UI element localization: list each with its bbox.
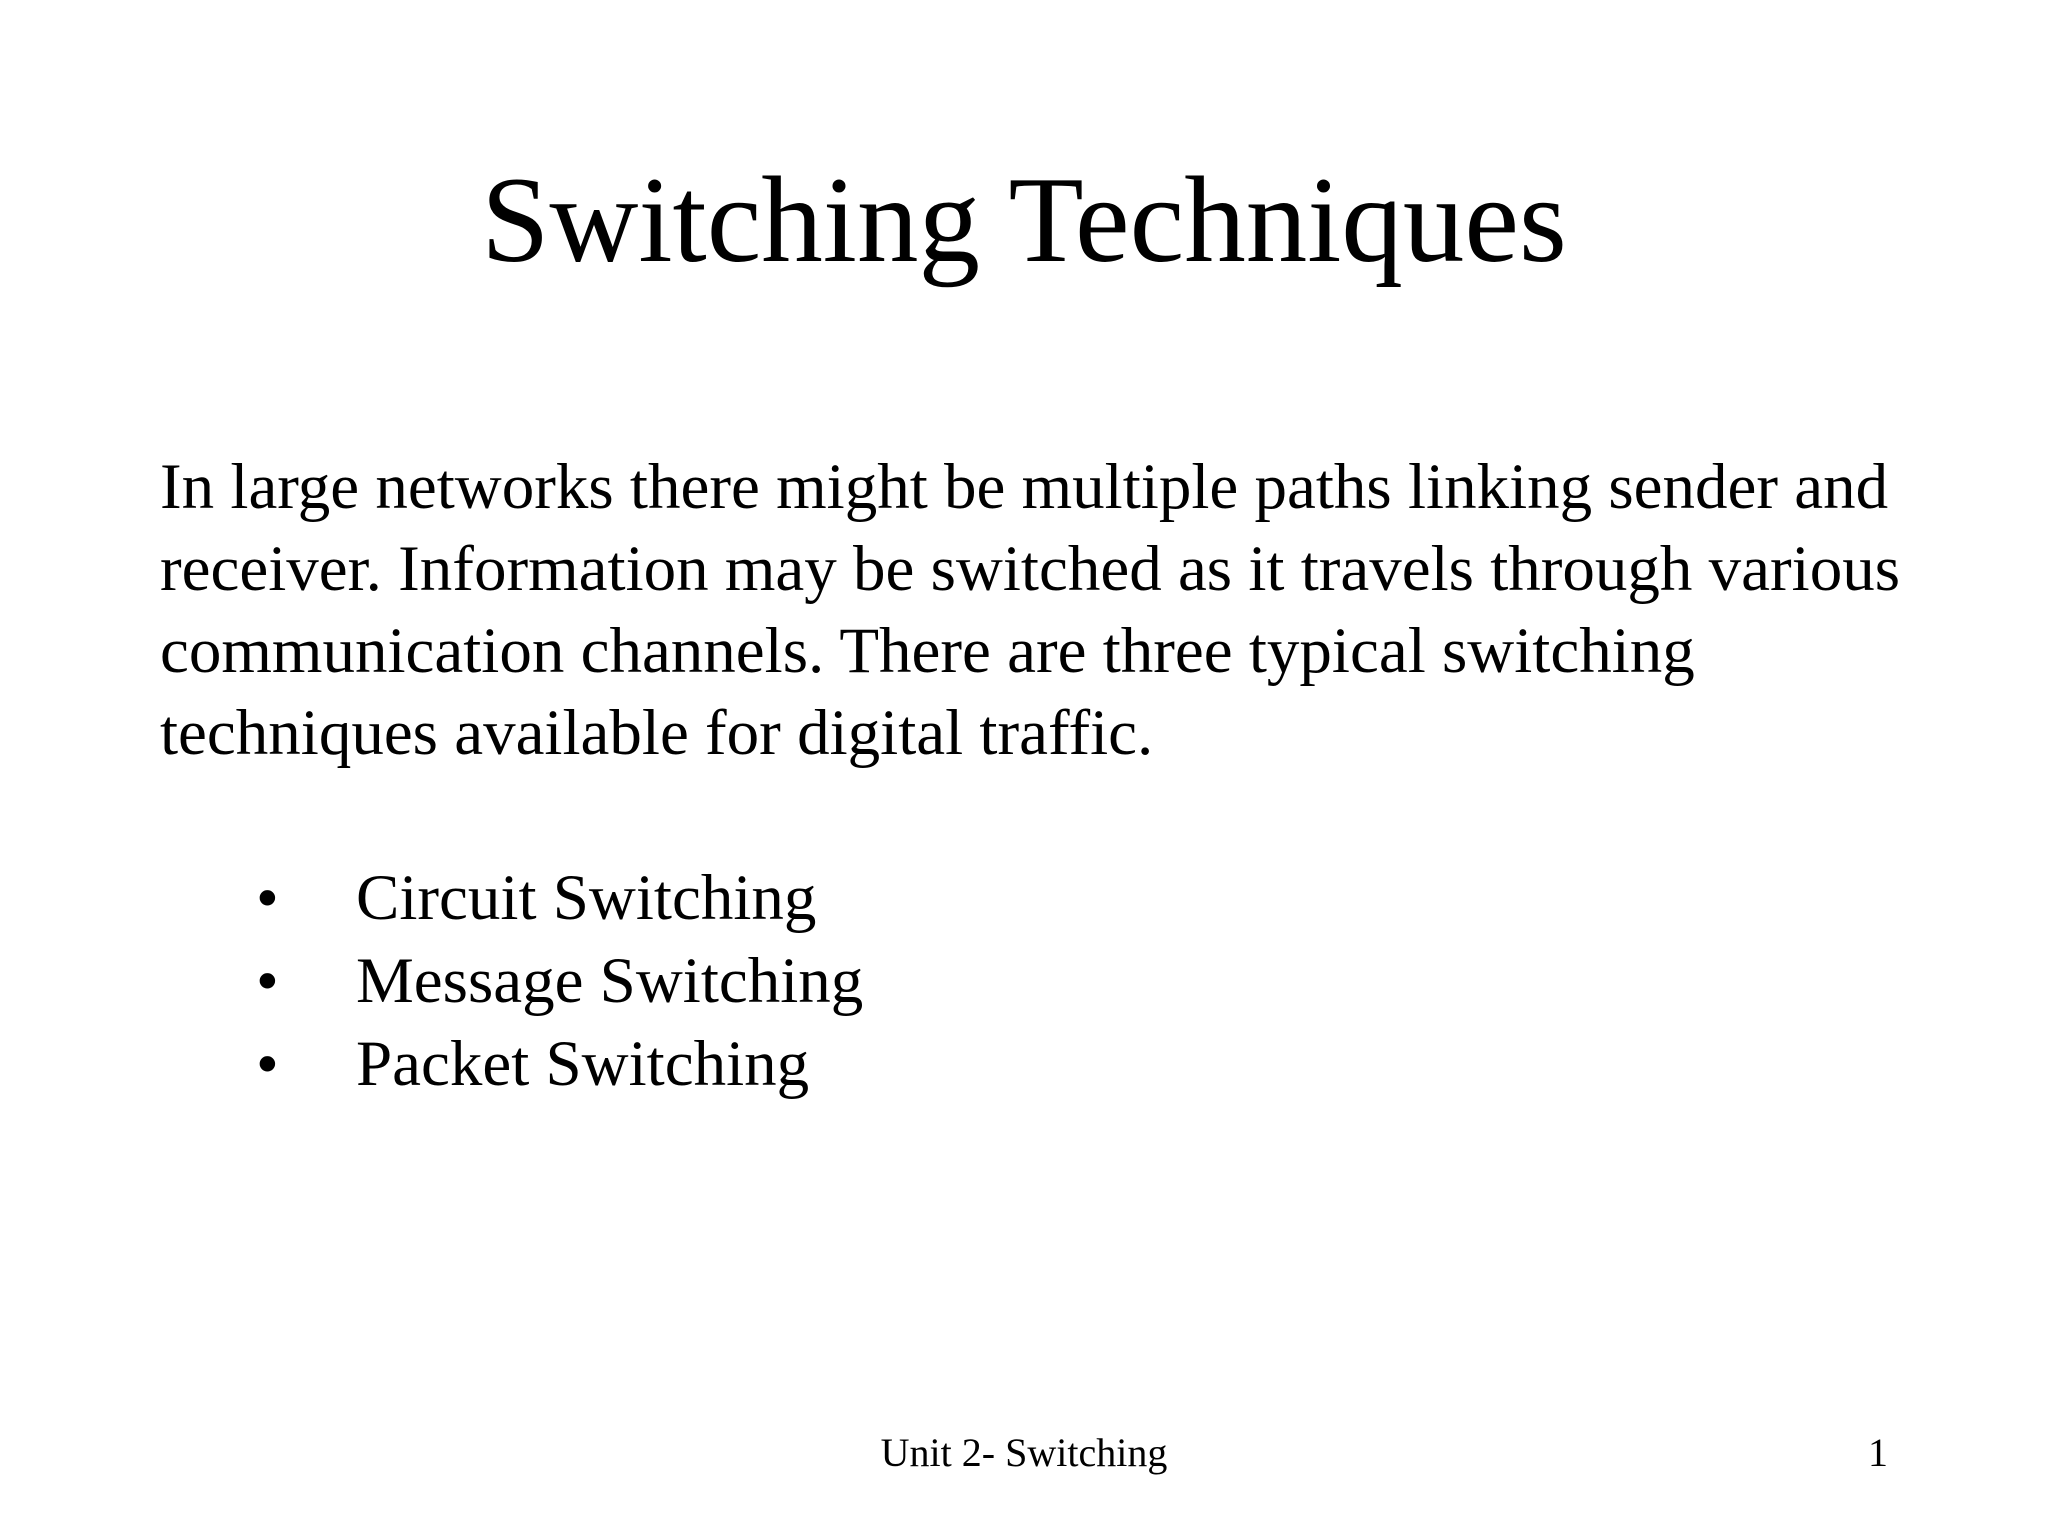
body-paragraph: In large networks there might be multiple paths linking sender and receiver. Information may be switched as it travels through various communication channels. There are three typical switching techniques available for digital traffic. <box>160 451 1901 769</box>
bullet-text: Packet Switching <box>356 1028 810 1100</box>
bullet-text: Message Switching <box>356 945 864 1017</box>
bullet-dot-icon: • <box>256 1028 279 1100</box>
bullet-dot-icon: • <box>256 862 279 934</box>
bullet-item-message-switching <box>256 940 863 1023</box>
bullet-text: Circuit Switching <box>356 862 817 934</box>
slide-title: Switching Techniques <box>481 151 1567 288</box>
footer-title: Unit 2- Switching <box>880 1430 1168 1475</box>
page-number: 1 <box>1868 1430 1888 1475</box>
bullet-item-packet-switching <box>256 1023 863 1106</box>
bullet-dot-icon: • <box>256 945 279 1017</box>
bullet-list <box>256 857 863 1106</box>
bullet-item-circuit-switching <box>256 857 863 940</box>
